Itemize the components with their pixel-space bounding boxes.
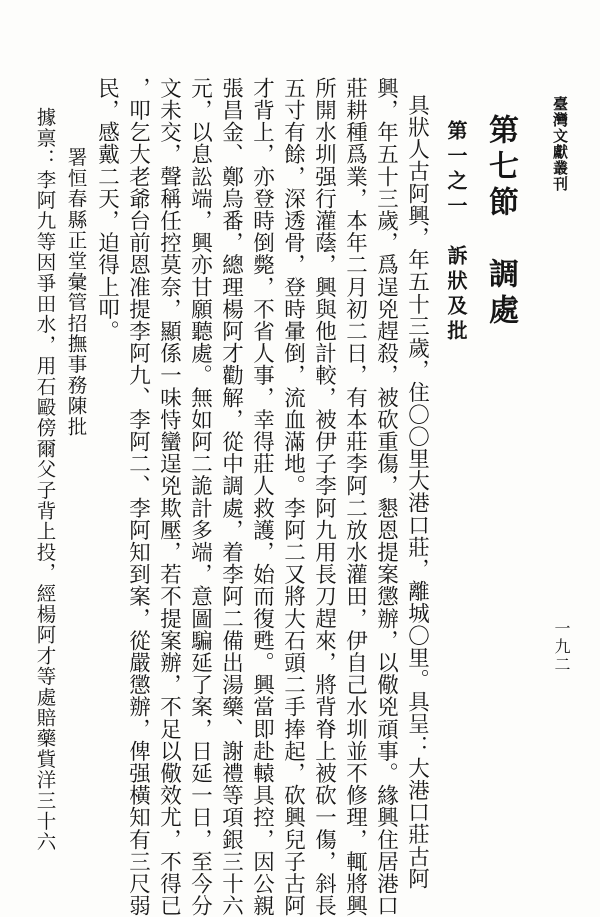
body-line: 元，以息訟端，興亦甘願聽處。無如阿二詭計多端，意圖騙延了案，日延一日，至今分 (187, 77, 213, 917)
note-line: 據禀：李阿九等因爭田水，用石毆傍爾父子背上投，經楊阿才等處賠藥貲洋三十六 (33, 107, 57, 853)
note-line: 署恒春縣正堂彙管招撫事務陳批 (64, 147, 88, 437)
body-line: 民，感戴二天，迫得上叩。 (94, 77, 120, 343)
body-line: 才背上，亦登時倒斃，不省人事，幸得莊人救護，始而復甦。興當即赴轅具控，因公親 (249, 77, 275, 917)
body-line: ，叩乞大老爺台前恩准提李阿九、李阿二、李阿知到案，從嚴懲辦，俾强橫知有三尺弱 (125, 77, 151, 917)
sub-title: 第一之一 訴狀及批 (444, 120, 468, 345)
body-line: 所開水圳强行灌蔭，興與他計較，被伊子李阿九用長刀趕來，將背脊上被砍一傷，斜長 (311, 77, 337, 917)
section-title: 第七節 調處 (483, 114, 518, 330)
body-line: 具狀人古阿興，年五十三歲，住〇〇里大港口莊，離城〇里。具呈：大港口莊古阿 (404, 94, 430, 890)
body-line: 莊耕種爲業，本年二月初二日，有本莊李阿二放水灌田，伊自己水圳並不修理，輒將興 (342, 77, 368, 917)
body-line: 文未交，聲稱任控莫奈，顯係一味恃蠻逞兇欺壓，若不提案辦，不足以儆效尤，不得已 (156, 77, 182, 917)
body-line: 張昌金、鄭烏番，總理楊阿才勸解，從中調處，着李阿二備出湯藥、謝禮等項銀三十六 (218, 77, 244, 917)
page-number: 一九二 (552, 620, 571, 674)
body-line: 興，年五十三歲，爲逞兇趕殺，被砍重傷，懇恩提案懲辦，以儆兇頑事。緣興住居港口 (373, 77, 399, 917)
body-line: 五寸有餘，深透骨，登時暈倒，流血滿地。李阿二又將大石頭二手捧起，砍興兒子古阿 (280, 77, 306, 917)
series-title: 臺灣文獻叢刊 (551, 96, 569, 192)
